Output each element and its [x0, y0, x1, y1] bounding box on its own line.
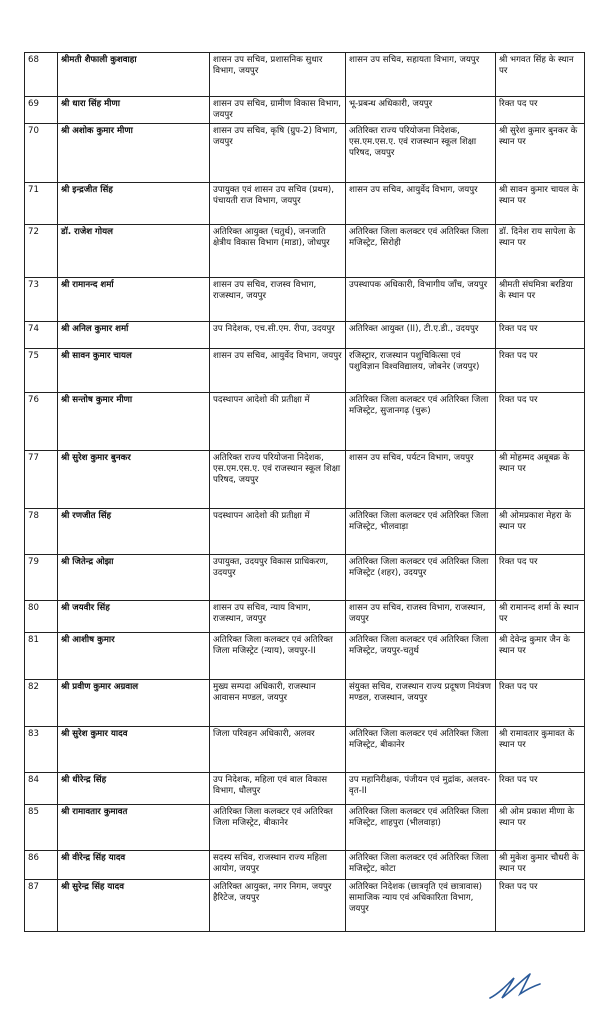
remark-cell: रिक्त पद पर: [496, 393, 585, 451]
table-row: [25, 555, 585, 601]
new-posting-cell: अतिरिक्त राज्य परियोजना निदेशक, एस.एम.एस.ए. एवं राजस्थान स्कूल शिक्षा परिषद, जयपुर: [346, 124, 496, 183]
officer-name-cell: श्री अनिल कुमार शर्मा: [58, 322, 210, 349]
current-posting-cell: उप निदेशक, महिला एवं बाल विकास विभाग, धौलपुर: [210, 773, 346, 805]
remark-cell: श्री देवेन्द्र कुमार जैन के स्थान पर: [496, 633, 585, 680]
table-row: [25, 393, 585, 451]
table-row: [25, 773, 585, 805]
remark-cell: श्री भगवत सिंह के स्थान पर: [496, 53, 585, 97]
officer-name-cell: श्री रामावतार कुमावत: [58, 805, 210, 851]
officer-name-cell: श्री धारा सिंह मीणा: [58, 97, 210, 124]
current-posting-cell: शासन उप सचिव, प्रशासनिक सुधार विभाग, जयपुर: [210, 53, 346, 97]
officer-name-cell: श्री इन्द्रजीत सिंह: [58, 183, 210, 225]
current-posting-cell: अतिरिक्त राज्य परियोजना निदेशक, एस.एम.एस.ए. एवं राजस्थान स्कूल शिक्षा परिषद, जयपुर: [210, 451, 346, 509]
new-posting-cell: अतिरिक्त जिला कलक्टर एवं अतिरिक्त जिला मजिस्ट्रेट, भीलवाड़ा: [346, 509, 496, 555]
new-posting-cell: अतिरिक्त जिला कलक्टर एवं अतिरिक्त जिला मजिस्ट्रेट, जयपुर-चतुर्थ: [346, 633, 496, 680]
table-row: [25, 851, 585, 880]
current-posting-cell: शासन उप सचिव, ग्रामीण विकास विभाग, जयपुर: [210, 97, 346, 124]
signature-mark: [484, 964, 544, 1004]
new-posting-cell: अतिरिक्त जिला कलक्टर एवं अतिरिक्त जिला मजिस्ट्रेट, शाहपुरा (भीलवाड़ा): [346, 805, 496, 851]
officer-name-cell: श्री सावन कुमार चायल: [58, 349, 210, 393]
new-posting-cell: अतिरिक्त जिला कलक्टर एवं अतिरिक्त जिला मजिस्ट्रेट, सिरोही: [346, 225, 496, 278]
serial-number-cell: 78: [25, 509, 58, 555]
officer-name-cell: श्री सुरेश कुमार यादव: [58, 727, 210, 773]
officer-name-cell: श्री प्रवीण कुमार अग्रवाल: [58, 680, 210, 727]
officer-name-cell: श्री रणजीत सिंह: [58, 509, 210, 555]
serial-number-cell: 69: [25, 97, 58, 124]
officer-name-cell: श्री जितेन्द्र ओझा: [58, 555, 210, 601]
new-posting-cell: अतिरिक्त जिला कलक्टर एवं अतिरिक्त जिला मजिस्ट्रेट, सुजानगढ़ (चुरू): [346, 393, 496, 451]
serial-number-cell: 77: [25, 451, 58, 509]
new-posting-cell: रजिस्ट्रार, राजस्थान पशुचिकित्सा एवं पशुविज्ञान विश्वविद्यालय, जोबनेर (जयपुर): [346, 349, 496, 393]
remark-cell: श्री मुकेश कुमार चौधरी के स्थान पर: [496, 851, 585, 880]
new-posting-cell: भू-प्रबन्ध अधिकारी, जयपुर: [346, 97, 496, 124]
serial-number-cell: 74: [25, 322, 58, 349]
serial-number-cell: 84: [25, 773, 58, 805]
current-posting-cell: अतिरिक्त जिला कलक्टर एवं अतिरिक्त जिला मजिस्ट्रेट (न्याय), जयपुर-II: [210, 633, 346, 680]
current-posting-cell: मुख्य सम्पदा अधिकारी, राजस्थान आवासन मण्डल, जयपुर: [210, 680, 346, 727]
current-posting-cell: उपायुक्त एवं शासन उप सचिव (प्रथम), पंचायती राज विभाग, जयपुर: [210, 183, 346, 225]
serial-number-cell: 83: [25, 727, 58, 773]
remark-cell: श्रीमती संघमित्रा बरडिया के स्थान पर: [496, 278, 585, 322]
current-posting-cell: शासन उप सचिव, राजस्व विभाग, राजस्थान, जयपुर: [210, 278, 346, 322]
current-posting-cell: अतिरिक्त जिला कलक्टर एवं अतिरिक्त जिला मजिस्ट्रेट, बीकानेर: [210, 805, 346, 851]
remark-cell: श्री सुरेश कुमार बुनकर के स्थान पर: [496, 124, 585, 183]
serial-number-cell: 68: [25, 53, 58, 97]
remark-cell: रिक्त पद पर: [496, 880, 585, 932]
table-row: [25, 278, 585, 322]
officer-name-cell: श्री सुरेन्द्र सिंह यादव: [58, 880, 210, 932]
officer-name-cell: श्री रामानन्द शर्मा: [58, 278, 210, 322]
serial-number-cell: 75: [25, 349, 58, 393]
new-posting-cell: शासन उप सचिव, आयुर्वेद विभाग, जयपुर: [346, 183, 496, 225]
table-row: [25, 880, 585, 932]
table-row: [25, 509, 585, 555]
new-posting-cell: उपस्थापक अधिकारी, विभागीय जाँच, जयपुर: [346, 278, 496, 322]
new-posting-cell: अतिरिक्त जिला कलक्टर एवं अतिरिक्त जिला मजिस्ट्रेट, बीकानेर: [346, 727, 496, 773]
remark-cell: रिक्त पद पर: [496, 773, 585, 805]
officer-name-cell: श्री सन्तोष कुमार मीणा: [58, 393, 210, 451]
table-row: [25, 124, 585, 183]
current-posting-cell: पदस्थापन आदेशो की प्रतीक्षा में: [210, 393, 346, 451]
remark-cell: श्री सावन कुमार चायल के स्थान पर: [496, 183, 585, 225]
table-row: [25, 601, 585, 633]
table-row: [25, 183, 585, 225]
table-row: [25, 805, 585, 851]
officer-name-cell: श्री जयवीर सिंह: [58, 601, 210, 633]
table-row: [25, 225, 585, 278]
officer-name-cell: श्री धीरेन्द्र सिंह: [58, 773, 210, 805]
serial-number-cell: 76: [25, 393, 58, 451]
new-posting-cell: अतिरिक्त जिला कलक्टर एवं अतिरिक्त जिला मजिस्ट्रेट, कोटा: [346, 851, 496, 880]
serial-number-cell: 71: [25, 183, 58, 225]
table-row: [25, 97, 585, 124]
remark-cell: श्री रामावतार कुमावत के स्थान पर: [496, 727, 585, 773]
new-posting-cell: संयुक्त सचिव, राजस्थान राज्य प्रदूषण नियंत्रण मण्डल, राजस्थान, जयपुर: [346, 680, 496, 727]
current-posting-cell: शासन उप सचिव, न्याय विभाग, राजस्थान, जयपुर: [210, 601, 346, 633]
serial-number-cell: 81: [25, 633, 58, 680]
remark-cell: श्री रामानन्द शर्मा के स्थान पर: [496, 601, 585, 633]
remark-cell: डॉ. दिनेश राय सापेला के स्थान पर: [496, 225, 585, 278]
table-row: [25, 727, 585, 773]
current-posting-cell: उप निदेशक, एच.सी.एम. रीपा, उदयपुर: [210, 322, 346, 349]
table-row: [25, 322, 585, 349]
remark-cell: रिक्त पद पर: [496, 322, 585, 349]
serial-number-cell: 72: [25, 225, 58, 278]
current-posting-cell: उपायुक्त, उदयपुर विकास प्राधिकरण, उदयपुर: [210, 555, 346, 601]
officer-name-cell: श्री सुरेश कुमार बुनकर: [58, 451, 210, 509]
serial-number-cell: 87: [25, 880, 58, 932]
table-row: [25, 633, 585, 680]
transfer-order-table: [24, 52, 585, 932]
officer-name-cell: डॉ. राजेश गोयल: [58, 225, 210, 278]
new-posting-cell: शासन उप सचिव, राजस्व विभाग, राजस्थान, जयपुर: [346, 601, 496, 633]
remark-cell: रिक्त पद पर: [496, 680, 585, 727]
new-posting-cell: अतिरिक्त आयुक्त (II), टी.ए.डी., उदयपुर: [346, 322, 496, 349]
serial-number-cell: 73: [25, 278, 58, 322]
new-posting-cell: अतिरिक्त निदेशक (छात्रवृति एवं छात्रावास) सामाजिक न्याय एवं अधिकारिता विभाग, जयपुर: [346, 880, 496, 932]
serial-number-cell: 82: [25, 680, 58, 727]
current-posting-cell: सदस्य सचिव, राजस्थान राज्य महिला आयोग, जयपुर: [210, 851, 346, 880]
remark-cell: श्री ओम प्रकाश मीणा के स्थान पर: [496, 805, 585, 851]
current-posting-cell: शासन उप सचिव, कृषि (ग्रुप-2) विभाग, जयपुर: [210, 124, 346, 183]
document-page: [24, 52, 584, 932]
current-posting-cell: शासन उप सचिव, आयुर्वेद विभाग, जयपुर: [210, 349, 346, 393]
remark-cell: रिक्त पद पर: [496, 555, 585, 601]
table-row: [25, 349, 585, 393]
serial-number-cell: 70: [25, 124, 58, 183]
current-posting-cell: पदस्थापन आदेशो की प्रतीक्षा में: [210, 509, 346, 555]
remark-cell: रिक्त पद पर: [496, 349, 585, 393]
table-row: [25, 53, 585, 97]
current-posting-cell: अतिरिक्त आयुक्त (चतुर्थ), जनजाति क्षेत्रीय विकास विभाग (माडा), जोधपुर: [210, 225, 346, 278]
remark-cell: रिक्त पद पर: [496, 97, 585, 124]
officer-name-cell: श्री वीरेन्द्र सिंह यादव: [58, 851, 210, 880]
officer-name-cell: श्री अशोक कुमार मीणा: [58, 124, 210, 183]
serial-number-cell: 86: [25, 851, 58, 880]
current-posting-cell: अतिरिक्त आयुक्त, नगर निगम, जयपुर हैरिटेज, जयपुर: [210, 880, 346, 932]
serial-number-cell: 79: [25, 555, 58, 601]
new-posting-cell: शासन उप सचिव, पर्यटन विभाग, जयपुर: [346, 451, 496, 509]
remark-cell: श्री मोहम्मद अबूबक्र के स्थान पर: [496, 451, 585, 509]
new-posting-cell: शासन उप सचिव, सहायता विभाग, जयपुर: [346, 53, 496, 97]
remark-cell: श्री ओमप्रकाश मेहरा के स्थान पर: [496, 509, 585, 555]
new-posting-cell: अतिरिक्त जिला कलक्टर एवं अतिरिक्त जिला मजिस्ट्रेट (शहर), उदयपुर: [346, 555, 496, 601]
table-row: [25, 680, 585, 727]
new-posting-cell: उप महानिरीक्षक, पंजीयन एवं मुद्रांक, अलवर-वृत-II: [346, 773, 496, 805]
serial-number-cell: 85: [25, 805, 58, 851]
current-posting-cell: जिला परिवहन अधिकारी, अलवर: [210, 727, 346, 773]
officer-name-cell: श्री आशीष कुमार: [58, 633, 210, 680]
table-body: [25, 53, 585, 932]
table-row: [25, 451, 585, 509]
officer-name-cell: श्रीमती शैफाली कुशवाहा: [58, 53, 210, 97]
serial-number-cell: 80: [25, 601, 58, 633]
